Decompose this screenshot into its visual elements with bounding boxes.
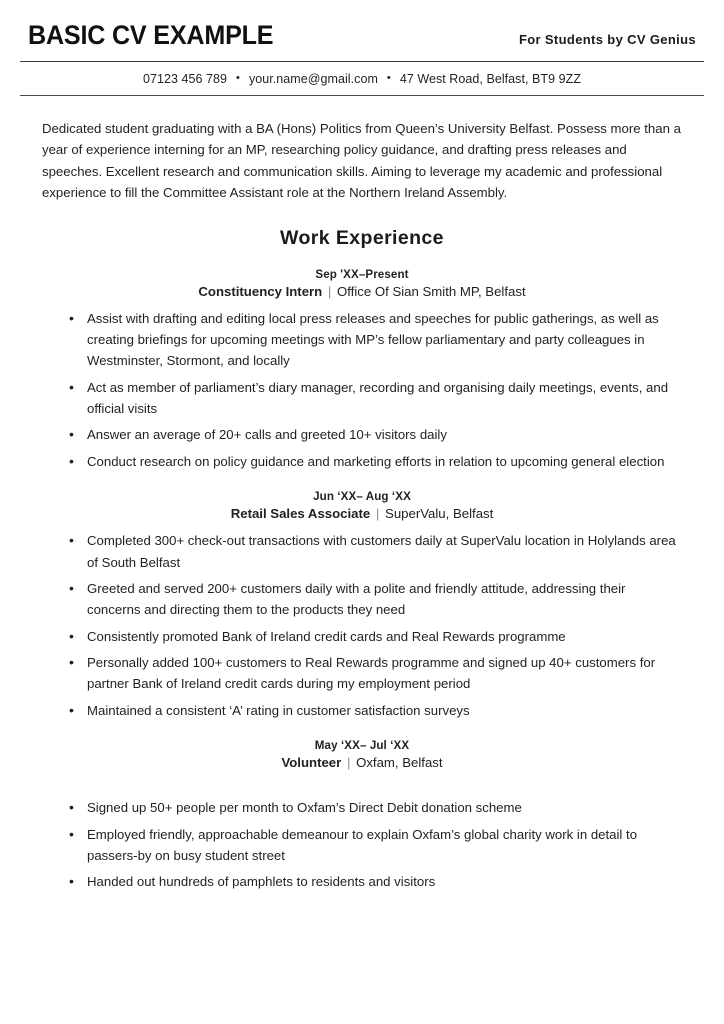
page-title: BASIC CV EXAMPLE <box>28 20 274 50</box>
job-employer: Office Of Sian Smith MP, Belfast <box>337 283 526 299</box>
job-separator-icon: | <box>327 283 332 299</box>
job-bullet-list <box>42 797 682 893</box>
list-item: • Maintained a consistent ‘A’ rating in customer satisfaction surveys <box>42 700 682 721</box>
list-item: • Signed up 50+ people per month to Oxfam’s Direct Debit donation scheme <box>42 797 682 818</box>
job-separator-icon: | <box>346 755 351 771</box>
header-divider-bottom <box>20 95 704 96</box>
list-item: • Answer an average of 20+ calls and greeted 10+ visitors daily <box>42 424 682 445</box>
list-item: • Act as member of parliament’s diary manager, recording and organising daily meetings, events, and official visits <box>42 377 682 420</box>
job-title-line <box>42 284 682 299</box>
contact-address: 47 West Road, Belfast, BT9 9ZZ <box>399 71 582 86</box>
list-item: • Conduct research on policy guidance and marketing efforts in relation to upcoming general election <box>42 451 682 472</box>
job-title-line <box>42 755 682 770</box>
contact-separator-icon: • <box>236 72 240 84</box>
job-role: Retail Sales Associate <box>230 506 371 522</box>
job-dates: Sep 'XX–Present <box>315 267 409 281</box>
list-item: • Greeted and served 200+ customers daily with a polite and friendly attitude, addressing their concerns and directing them to the products they need <box>42 578 682 621</box>
job-entry <box>42 739 682 893</box>
contact-separator-icon: • <box>386 72 391 84</box>
list-item: • Employed friendly, approachable demeanour to explain Oxfam’s global charity work in detail to passers-by on busy student street <box>42 824 682 867</box>
job-title-line <box>42 506 682 521</box>
section-heading: Work Experience <box>280 226 444 249</box>
brand-tagline: For Students by CV Genius <box>518 32 696 47</box>
job-role: Volunteer <box>281 755 342 771</box>
contact-bar <box>20 62 704 95</box>
job-dates: Jun ‘XX– Aug ‘XX <box>313 490 411 504</box>
sections-container <box>42 227 682 893</box>
list-item: • Completed 300+ check-out transactions with customers daily at SuperValu location in Holylands area of South Belfast <box>42 530 682 573</box>
list-item: • Handed out hundreds of pamphlets to residents and visitors <box>42 871 682 892</box>
contact-phone: 07123 456 789 <box>142 71 228 86</box>
professional-summary: Dedicated student graduating with a BA (Hons) Politics from Queen’s University Belfast. Possess more than a year of experience interning for an MP, researching policy guidance, and drafting press releases and speeches. Excellent research and communication skills. Aiming to leverage my academic and professional experience to fill the Committee Assistant role at the Northern Ireland Assembly. <box>42 121 681 201</box>
job-employer: Oxfam, Belfast <box>356 755 443 771</box>
job-employer: SuperValu, Belfast <box>385 506 494 522</box>
job-dates: May ‘XX– Jul ‘XX <box>314 739 410 753</box>
job-separator-icon: | <box>375 506 380 522</box>
list-item: • Assist with drafting and editing local press releases and speeches for public gatherings, as well as creating briefings for upcoming meetings with MP’s fellow parliamentary and party colleagues in Westminster, Stormont, and locally <box>42 308 682 372</box>
job-bullet-list <box>42 308 682 473</box>
job-bullet-list <box>42 530 682 721</box>
cv-header <box>20 0 704 61</box>
job-entry <box>42 268 682 473</box>
cv-body <box>20 118 704 893</box>
list-item: • Consistently promoted Bank of Ireland credit cards and Real Rewards programme <box>42 626 682 647</box>
contact-email: your.name@gmail.com <box>248 71 378 86</box>
job-role: Constituency Intern <box>198 283 323 299</box>
job-entry <box>42 490 682 721</box>
list-item: • Personally added 100+ customers to Real Rewards programme and signed up 40+ customers for partner Bank of Ireland credit cards during my employment period <box>42 652 682 695</box>
